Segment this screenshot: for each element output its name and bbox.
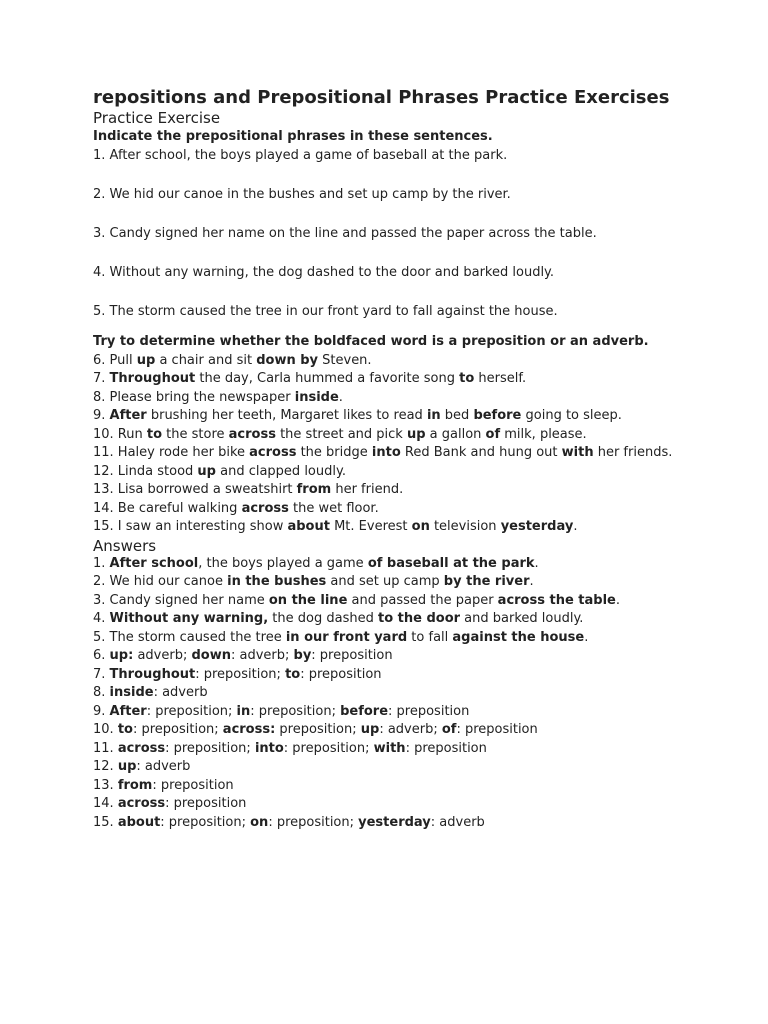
practice-sentence: [93, 225, 683, 244]
answer-line: [93, 629, 683, 648]
text-run: : adverb: [153, 685, 208, 701]
text-run: : preposition;: [146, 703, 237, 719]
bold-term: Without any warning,: [109, 611, 269, 627]
text-run: the store: [162, 426, 229, 442]
exercise-sentence: [93, 518, 683, 537]
text-run: the day, Carla hummed a favorite song: [195, 371, 460, 387]
practice-sentence: [93, 264, 683, 283]
answer-line: [93, 740, 683, 759]
bold-term: in: [236, 703, 251, 719]
text-run: : preposition: [165, 796, 247, 812]
exercise-sentence: [93, 426, 683, 445]
practice-sentence: [93, 186, 683, 205]
text-run: Steven.: [318, 352, 372, 368]
text-run: 1.: [93, 555, 110, 571]
text-run: brushing her teeth, Margaret likes to read: [146, 408, 427, 424]
bold-term: After: [109, 408, 147, 424]
instruction-prepositional-phrases: Indicate the prepositional phrases in these sentences.: [93, 129, 493, 144]
text-run: 14. Be careful walking: [93, 500, 242, 516]
text-run: Mt. Everest: [329, 519, 412, 535]
text-run: , the boys played a game: [198, 555, 368, 571]
text-run: and barked loudly.: [460, 611, 584, 627]
bold-term: inside: [294, 389, 339, 405]
bold-term: After school: [109, 555, 199, 571]
text-run: 12.: [93, 759, 118, 775]
text-run: : preposition: [388, 703, 470, 719]
bold-term: of: [441, 722, 457, 738]
text-run: and set up camp: [326, 574, 444, 590]
bold-term: before: [340, 703, 389, 719]
text-run: : preposition;: [165, 740, 255, 756]
text-run: : preposition;: [132, 722, 223, 738]
bold-term: with: [373, 740, 406, 756]
text-run: and clapped loudly.: [215, 463, 346, 479]
bold-term: from: [296, 482, 332, 498]
text-run: : adverb: [430, 814, 485, 830]
text-run: 1. After school, the boys played a game of baseball at the park.: [93, 147, 508, 163]
exercise-sentence: [93, 481, 683, 500]
bold-term: into: [371, 445, 401, 461]
practice-sentence: [93, 303, 683, 322]
text-run: 11. Haley rode her bike: [93, 445, 250, 461]
answer-line: [93, 814, 683, 833]
text-run: 9.: [93, 703, 110, 719]
text-run: 11.: [93, 740, 118, 756]
bold-term: up:: [109, 648, 134, 664]
bold-term: inside: [109, 685, 154, 701]
bold-term: of baseball at the park: [367, 555, 535, 571]
text-run: .: [573, 519, 578, 535]
bold-term: across: [228, 426, 276, 442]
bold-term: yesterday: [500, 519, 574, 535]
text-run: 3. Candy signed her name on the line and passed the paper across the table.: [93, 225, 597, 241]
bold-term: on: [250, 814, 269, 830]
bold-term: against the house: [452, 629, 585, 645]
text-run: 13.: [93, 777, 118, 793]
text-run: a chair and sit: [155, 352, 257, 368]
spacer: [93, 243, 683, 264]
bold-term: to: [459, 371, 475, 387]
text-run: : preposition: [405, 740, 487, 756]
section-heading-practice: Practice Exercise: [93, 109, 221, 127]
text-run: : adverb;: [379, 722, 442, 738]
answer-line: [93, 758, 683, 777]
bold-term: to: [285, 666, 301, 682]
bold-term: in: [426, 408, 441, 424]
bold-term: across: [241, 500, 289, 516]
text-run: a gallon: [425, 426, 486, 442]
instruction-preposition-or-adverb: Try to determine whether the boldfaced word is a preposition or an adverb.: [93, 334, 649, 350]
bold-term: about: [117, 814, 161, 830]
document-title: repositions and Prepositional Phrases Practice Exercises: [93, 87, 670, 108]
bold-term: on: [411, 519, 430, 535]
text-run: milk, please.: [500, 426, 587, 442]
text-run: 14.: [93, 796, 118, 812]
text-run: preposition;: [275, 722, 361, 738]
text-run: the wet floor.: [288, 500, 379, 516]
text-run: : preposition: [456, 722, 538, 738]
bold-term: in the bushes: [227, 574, 327, 590]
text-run: adverb;: [133, 648, 192, 664]
answer-line: [93, 592, 683, 611]
text-run: : preposition;: [160, 814, 251, 830]
text-run: Red Bank and hung out: [400, 445, 562, 461]
bold-term: to the door: [377, 611, 461, 627]
text-run: 2. We hid our canoe: [93, 574, 228, 590]
text-run: .: [529, 574, 534, 590]
exercise-sentence: [93, 463, 683, 482]
answers-list: [93, 555, 683, 833]
section-heading-answers: Answers: [93, 536, 157, 555]
text-run: .: [584, 629, 589, 645]
boldface-exercise-list: [93, 352, 683, 537]
bold-term: up: [197, 463, 216, 479]
answer-line: [93, 555, 683, 574]
answer-line: [93, 610, 683, 629]
exercise-sentence: [93, 500, 683, 519]
text-run: 12. Linda stood: [93, 463, 198, 479]
text-run: 2. We hid our canoe in the bushes and set up camp by the river.: [93, 186, 511, 202]
text-run: 5. The storm caused the tree: [93, 629, 286, 645]
bold-term: down: [191, 648, 231, 664]
text-run: .: [615, 592, 621, 608]
text-run: .: [534, 555, 539, 571]
exercise-sentence: [93, 370, 683, 389]
answer-line: [93, 684, 683, 703]
document-body: [93, 87, 683, 832]
text-run: 5. The storm caused the tree in our front yard to fall against the house.: [93, 303, 558, 319]
text-run: : preposition;: [195, 666, 286, 682]
bold-term: across the table: [497, 592, 616, 608]
spacer: [93, 282, 683, 303]
text-run: : adverb;: [230, 648, 294, 664]
text-run: : preposition: [152, 777, 234, 793]
text-run: the dog dashed: [268, 611, 378, 627]
bold-term: up: [117, 759, 137, 775]
answer-line: [93, 647, 683, 666]
spacer: [93, 204, 683, 225]
bold-term: before: [473, 408, 522, 424]
text-run: 6.: [93, 648, 110, 664]
text-run: herself.: [474, 371, 527, 387]
exercise-sentence: [93, 389, 683, 408]
text-run: : preposition;: [283, 740, 374, 756]
bold-term: yesterday: [358, 814, 431, 830]
spacer: [93, 165, 683, 186]
text-run: : preposition: [300, 666, 382, 682]
spacer: [93, 321, 683, 333]
answer-line: [93, 721, 683, 740]
answer-line: [93, 703, 683, 722]
bold-term: up: [136, 352, 156, 368]
text-run: the bridge: [296, 445, 372, 461]
answer-line: [93, 795, 683, 814]
exercise-sentence: [93, 407, 683, 426]
bold-term: by: [293, 648, 312, 664]
bold-term: of: [485, 426, 501, 442]
bold-term: about: [287, 519, 330, 535]
bold-term: from: [117, 777, 153, 793]
text-run: 9.: [93, 408, 110, 424]
bold-term: across: [117, 740, 166, 756]
text-run: 8. Please bring the newspaper: [93, 389, 295, 405]
text-run: and passed the paper: [347, 592, 498, 608]
text-run: : preposition: [311, 648, 393, 664]
bold-term: Throughout: [109, 666, 196, 682]
exercise-sentence: [93, 352, 683, 371]
bold-term: by the river: [443, 574, 530, 590]
bold-term: down by: [256, 352, 319, 368]
bold-term: across: [249, 445, 297, 461]
bold-term: into: [254, 740, 284, 756]
practice-list: [93, 147, 683, 322]
text-run: going to sleep.: [521, 408, 622, 424]
answer-line: [93, 573, 683, 592]
text-run: her friend.: [331, 482, 404, 498]
text-run: 7.: [93, 666, 110, 682]
bold-term: up: [406, 426, 426, 442]
text-run: : adverb: [136, 759, 191, 775]
text-run: 15. I saw an interesting show: [93, 519, 288, 535]
bold-term: with: [561, 445, 594, 461]
bold-term: to: [146, 426, 163, 442]
text-run: 8.: [93, 685, 110, 701]
text-run: 4.: [93, 611, 110, 627]
text-run: 7.: [93, 371, 110, 387]
bold-term: Throughout: [109, 371, 196, 387]
answer-line: [93, 666, 683, 685]
bold-term: across:: [222, 722, 276, 738]
text-run: 4. Without any warning, the dog dashed to the door and barked loudly.: [93, 264, 555, 280]
text-run: : preposition;: [268, 814, 359, 830]
text-run: .: [338, 389, 343, 405]
text-run: 10.: [93, 722, 118, 738]
practice-sentence: [93, 147, 683, 166]
answer-line: [93, 777, 683, 796]
exercise-sentence: [93, 444, 683, 463]
text-run: to fall: [407, 629, 453, 645]
text-run: 13. Lisa borrowed a sweatshirt: [93, 482, 297, 498]
text-run: : preposition;: [250, 703, 341, 719]
bold-term: across: [117, 796, 166, 812]
text-run: 10. Run: [93, 426, 147, 442]
text-run: television: [429, 519, 501, 535]
text-run: 3. Candy signed her name: [93, 592, 269, 608]
text-run: bed: [440, 408, 474, 424]
bold-term: on the line: [268, 592, 348, 608]
bold-term: to: [117, 722, 133, 738]
text-run: her friends.: [593, 445, 673, 461]
bold-term: up: [360, 722, 380, 738]
bold-term: in our front yard: [285, 629, 408, 645]
bold-term: After: [109, 703, 147, 719]
text-run: 15.: [93, 814, 118, 830]
text-run: 6. Pull: [93, 352, 137, 368]
text-run: the street and pick: [275, 426, 407, 442]
